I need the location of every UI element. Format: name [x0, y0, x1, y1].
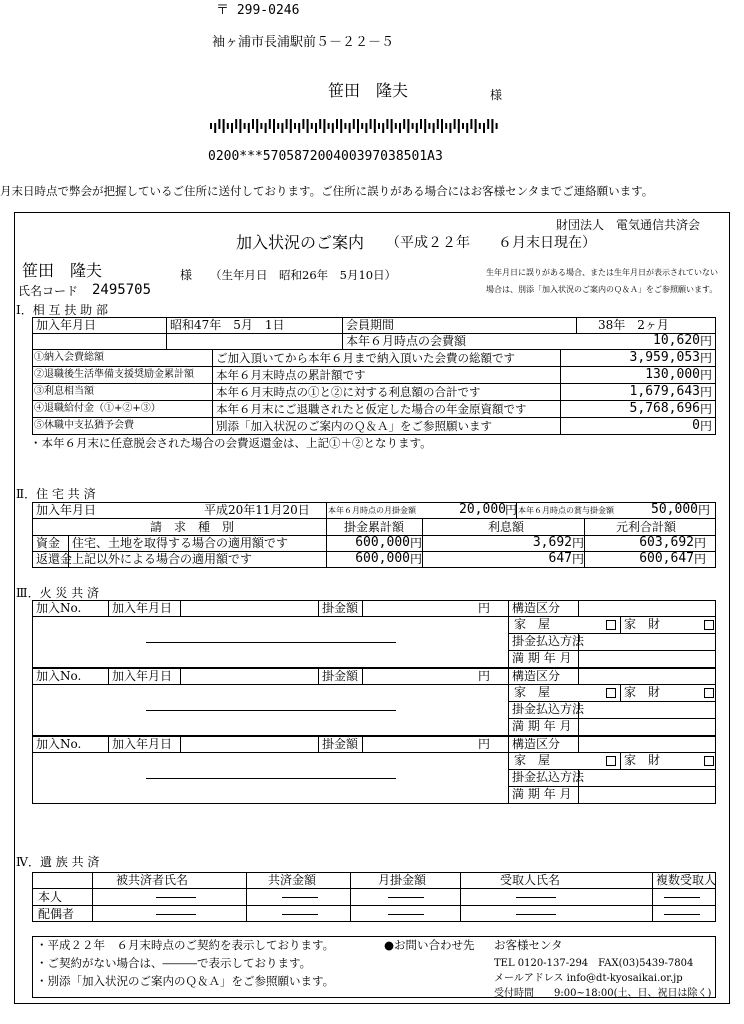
s2-row-interest-yen: 円 — [572, 552, 585, 566]
barcode-bar — [286, 119, 288, 129]
barcode-bar — [227, 123, 229, 129]
recipient-honorific: 様 — [490, 88, 503, 102]
s1-row-yen: 円 — [700, 402, 713, 416]
s4-col-multiple: 複数受取人 — [656, 873, 717, 887]
barcode-bar — [365, 123, 367, 133]
barcode-bar — [344, 123, 346, 129]
barcode-bar — [256, 119, 258, 133]
s2-row-sum: 603,692 — [639, 535, 694, 550]
s2-row-kind: 資金 — [36, 536, 61, 550]
barcode-bar — [420, 119, 422, 129]
s1-row-label: ③利息相当額 — [34, 386, 94, 397]
fire-house-label: 家 屋 — [514, 685, 551, 699]
barcode-bar — [462, 123, 464, 129]
barcode-bar — [466, 123, 468, 133]
fire-yen: 円 — [478, 737, 491, 751]
barcode-bar — [302, 119, 304, 129]
barcode-bar — [412, 123, 414, 129]
s1-fee-label: 本年６月時点の会費額 — [346, 334, 467, 348]
fire-structure-label: 構造区分 — [512, 737, 561, 751]
barcode-bar — [449, 123, 451, 133]
fire-join-label: 加入年月日 — [112, 737, 173, 751]
issuer-name: 財団法人 電気通信共済会 — [556, 218, 701, 232]
recipient-name: 笹田 隆夫 — [328, 81, 409, 100]
s1-join-label: 加入年月日 — [36, 318, 97, 332]
contact-hours: 受付時間 9:00~18:00(土、日、祝日は除く) — [494, 988, 712, 999]
s4-col-monthly: 月掛金額 — [378, 873, 427, 887]
fire-payment-label: 掛金払込方法 — [512, 634, 585, 648]
fire-goods-checkbox — [704, 688, 714, 698]
barcode-bar — [307, 119, 309, 133]
s1-period-label: 会員期間 — [346, 318, 395, 332]
barcode-bar — [231, 123, 233, 133]
barcode-bar — [290, 119, 292, 133]
fire-join-label: 加入年月日 — [112, 601, 173, 615]
period-label: （平成２２年 ６月末日現在） — [386, 235, 596, 251]
s1-row-label: ②退職後生活準備支援奨励金累計額 — [34, 369, 194, 380]
barcode-bar — [483, 123, 485, 133]
s1-row-value: 130,000 — [645, 367, 700, 382]
member-code-label: 氏名コード — [18, 284, 79, 298]
barcode-bar — [416, 123, 418, 133]
s1-row-value: 1,679,643 — [629, 384, 700, 399]
s2-col-kind: 請 求 種 別 — [150, 520, 235, 534]
barcode-bar — [269, 119, 271, 129]
barcode-bar — [395, 123, 397, 129]
fire-no-label: 加入No. — [36, 737, 82, 751]
s1-row-value: 0 — [692, 418, 700, 433]
barcode-bar — [475, 119, 477, 133]
no-contract-dash — [388, 897, 424, 898]
postal-code: 〒 299-0246 — [216, 3, 300, 18]
s4-row-spouse: 配偶者 — [38, 907, 75, 921]
barcode-bar — [315, 123, 317, 133]
fire-yen: 円 — [478, 601, 491, 615]
barcode-bar — [433, 123, 435, 133]
barcode-bar — [470, 119, 472, 129]
barcode-bar — [382, 123, 384, 133]
barcode-bar — [378, 123, 380, 129]
member-note-1: 生年月日に誤りがある場合、または生年月日が表示されていない — [486, 268, 718, 277]
fire-maturity-label: 満 期 年 月 — [512, 787, 572, 801]
s1-footnote: ・本年６月末に任意脱会された場合の会費返還金は、上記①＋②となります。 — [30, 436, 432, 450]
barcode-bar — [298, 123, 300, 133]
fire-goods-checkbox — [704, 756, 714, 766]
s1-row-desc: ご加入頂いてから本年６月まで納入頂いた会費の総額です — [216, 351, 515, 365]
member-code: 2495705 — [92, 282, 152, 298]
member-birth: （生年月日 昭和26年 5月10日） — [210, 268, 397, 282]
s2-row-total-yen: 円 — [410, 552, 423, 566]
fire-payment-label: 掛金払込方法 — [512, 702, 585, 716]
fire-no-label: 加入No. — [36, 669, 82, 683]
s2-row-interest: 3,692 — [532, 535, 572, 550]
no-contract-dash — [388, 914, 424, 915]
fire-amount-label: 掛金額 — [322, 601, 359, 615]
s2-row-sum-yen: 円 — [694, 552, 707, 566]
s1-row-desc: 本年６月末時点の累計額です — [216, 368, 366, 382]
footer-note-2: ・ご契約がない場合は、―――で表示しております。 — [36, 956, 312, 970]
barcode-bar — [424, 119, 426, 133]
barcode-bar — [319, 119, 321, 129]
section4-heading: Ⅳ．遺 族 共 済 — [16, 855, 100, 869]
barcode-bar — [323, 119, 325, 133]
barcode-bar — [479, 123, 481, 129]
barcode-bar — [294, 123, 296, 129]
s1-period-value: 38年 2ヶ月 — [598, 318, 669, 332]
s2-bonus-yen: 円 — [698, 503, 711, 517]
s2-row-sum-yen: 円 — [694, 536, 707, 550]
fire-amount-label: 掛金額 — [322, 737, 359, 751]
s1-row-desc: 別添「加入状況のご案内のＱ＆Ａ」をご参照願います — [216, 419, 492, 433]
barcode-bar — [281, 123, 283, 133]
barcode-bar — [491, 119, 493, 133]
barcode-bar — [349, 123, 351, 133]
barcode-bar — [277, 123, 279, 129]
s2-col-interest: 利息額 — [488, 520, 525, 534]
s1-row-yen: 円 — [700, 385, 713, 399]
barcode-bar — [273, 119, 275, 133]
no-contract-dash — [516, 897, 556, 898]
barcode-bar — [244, 123, 246, 129]
footer-note-1: ・平成２２年 ６月末時点のご契約を表示しております。 — [36, 938, 335, 952]
barcode-bar — [336, 119, 338, 129]
fire-maturity-label: 満 期 年 月 — [512, 719, 572, 733]
no-contract-dash — [156, 914, 196, 915]
s2-row-interest-yen: 円 — [572, 536, 585, 550]
page-title: 加入状況のご案内 — [236, 233, 365, 252]
s2-row-interest: 647 — [548, 551, 572, 566]
s1-row-desc: 本年６月末時点の①と②に対する利息額の合計です — [216, 385, 481, 399]
s2-monthly-label: 本年６月時点の月掛金額 — [328, 506, 416, 515]
barcode-bar — [391, 119, 393, 133]
s2-join-date: 平成20年11月20日 — [204, 503, 310, 517]
address-street: 袖ヶ浦市長浦駅前５－２２－５ — [212, 35, 395, 50]
fire-goods-label: 家 財 — [624, 753, 661, 767]
barcode-bar — [223, 119, 225, 133]
s4-col-insured: 被共済者氏名 — [116, 873, 189, 887]
no-contract-dash — [664, 914, 700, 915]
s4-row-self: 本人 — [38, 890, 63, 904]
s2-row-sum: 600,647 — [639, 551, 694, 566]
s1-row-desc: 本年６月末にご退職されたと仮定した場合の年金原資額です — [216, 402, 527, 416]
barcode-bar — [428, 123, 430, 129]
no-contract-dash — [156, 897, 196, 898]
fire-house-label: 家 屋 — [514, 617, 551, 631]
no-contract-dash — [516, 914, 556, 915]
fire-structure-label: 構造区分 — [512, 669, 561, 683]
fire-house-checkbox — [606, 688, 616, 698]
s2-monthly-value: 20,000 — [459, 502, 506, 517]
s2-row-desc: 上記以外による場合の適用額です — [72, 552, 253, 566]
barcode-bar — [328, 123, 330, 129]
barcode-bar — [340, 119, 342, 133]
s1-row-yen: 円 — [700, 419, 713, 433]
notice-line: 月末日時点で弊会が把握しているご住所に送付しております。ご住所に誤りがある場合にはお客様センタまでご連絡願います。 — [0, 184, 654, 198]
contact-label: ●お問い合わせ先 — [384, 938, 475, 952]
s2-bonus-label: 本年６月時点の賞与掛金額 — [518, 506, 614, 515]
member-note-2: 場合は、別添「加入状況のご案内のＱ＆Ａ」をご参照願います。 — [486, 285, 718, 294]
fire-amount-label: 掛金額 — [322, 669, 359, 683]
fire-house-label: 家 屋 — [514, 753, 551, 767]
barcode-bar — [454, 119, 456, 129]
barcode-bar — [248, 123, 250, 133]
fire-house-checkbox — [606, 620, 616, 630]
member-honorific: 様 — [180, 268, 193, 282]
no-contract-dash — [146, 710, 396, 711]
barcode-bar — [370, 119, 372, 129]
barcode-bar — [252, 119, 254, 129]
barcode-bar — [403, 119, 405, 129]
fire-join-label: 加入年月日 — [112, 669, 173, 683]
s4-col-recipient: 受取人氏名 — [500, 873, 561, 887]
s2-row-total: 600,000 — [355, 551, 410, 566]
customer-barcode-text: 0200***570587200400397038501A3 — [208, 149, 443, 164]
fire-maturity-label: 満 期 年 月 — [512, 651, 572, 665]
s2-monthly-yen: 円 — [505, 503, 518, 517]
barcode-bar — [407, 119, 409, 133]
no-contract-dash — [282, 914, 318, 915]
barcode-bar — [374, 119, 376, 133]
s1-join-date: 昭和47年 5月 1日 — [170, 318, 285, 332]
section2-heading: Ⅱ．住 宅 共 済 — [16, 487, 96, 501]
customer-barcode — [210, 118, 500, 132]
s2-row-total: 600,000 — [355, 535, 410, 550]
contact-mail: メールアドレス info@dt-kyosaikai.or.jp — [494, 973, 683, 984]
barcode-bar — [239, 119, 241, 133]
s1-row-value: 5,768,696 — [629, 401, 700, 416]
barcode-bar — [437, 119, 439, 129]
s2-col-total: 掛金累計額 — [344, 520, 405, 534]
fire-goods-label: 家 財 — [624, 617, 661, 631]
s2-bonus-value: 50,000 — [651, 502, 698, 517]
footer-note-3: ・別添「加入状況のご案内のＱ＆Ａ」をご参照願います。 — [36, 974, 335, 988]
barcode-bar — [210, 123, 212, 129]
barcode-bar — [445, 123, 447, 129]
s1-row-value: 3,959,053 — [629, 350, 700, 365]
s1-row-yen: 円 — [700, 351, 713, 365]
s1-row-yen: 円 — [700, 368, 713, 382]
barcode-bar — [399, 123, 401, 133]
no-contract-dash — [146, 778, 396, 779]
fire-payment-label: 掛金払込方法 — [512, 770, 585, 784]
member-name: 笹田 隆夫 — [22, 261, 103, 280]
barcode-bar — [487, 119, 489, 129]
barcode-bar — [218, 119, 220, 129]
barcode-bar — [260, 123, 262, 129]
barcode-bar — [361, 123, 363, 129]
no-contract-dash — [282, 897, 318, 898]
barcode-bar — [311, 123, 313, 129]
no-contract-dash — [664, 897, 700, 898]
fire-house-checkbox — [606, 756, 616, 766]
barcode-bar — [386, 119, 388, 129]
barcode-bar — [441, 119, 443, 133]
barcode-bar — [332, 123, 334, 133]
barcode-bar — [353, 119, 355, 129]
s2-col-sum: 元利合計額 — [616, 520, 677, 534]
contact-name: お客様センタ — [494, 938, 563, 952]
s4-col-amount: 共済金額 — [268, 873, 317, 887]
barcode-bar — [357, 119, 359, 133]
s1-fee-value: 10,620 — [653, 333, 700, 348]
barcode-bar — [496, 123, 498, 129]
barcode-bar — [265, 123, 267, 133]
barcode-bar — [458, 119, 460, 133]
s2-row-kind: 返還金 — [36, 552, 73, 566]
barcode-bar — [214, 123, 216, 133]
fire-goods-label: 家 財 — [624, 685, 661, 699]
section3-heading: Ⅲ．火 災 共 済 — [16, 586, 100, 600]
barcode-bar — [235, 119, 237, 129]
s2-row-total-yen: 円 — [410, 536, 423, 550]
s1-fee-yen: 円 — [700, 334, 713, 348]
contact-tel: TEL 0120-137-294 FAX(03)5439-7804 — [494, 958, 694, 969]
fire-no-label: 加入No. — [36, 601, 82, 615]
section1-heading: Ⅰ．相 互 扶 助 部 — [16, 303, 108, 317]
s1-row-label: ①納入会費総額 — [34, 352, 104, 363]
s2-row-desc: 住宅、土地を取得する場合の適用額です — [72, 536, 289, 550]
fire-yen: 円 — [478, 669, 491, 683]
no-contract-dash — [146, 642, 396, 643]
s2-join-label: 加入年月日 — [36, 503, 97, 517]
fire-goods-checkbox — [704, 620, 714, 630]
fire-structure-label: 構造区分 — [512, 601, 561, 615]
s1-row-label: ④退職給付金（①+②+③） — [34, 403, 161, 414]
s1-row-label: ⑤休職中支払猶予会費 — [34, 420, 134, 431]
